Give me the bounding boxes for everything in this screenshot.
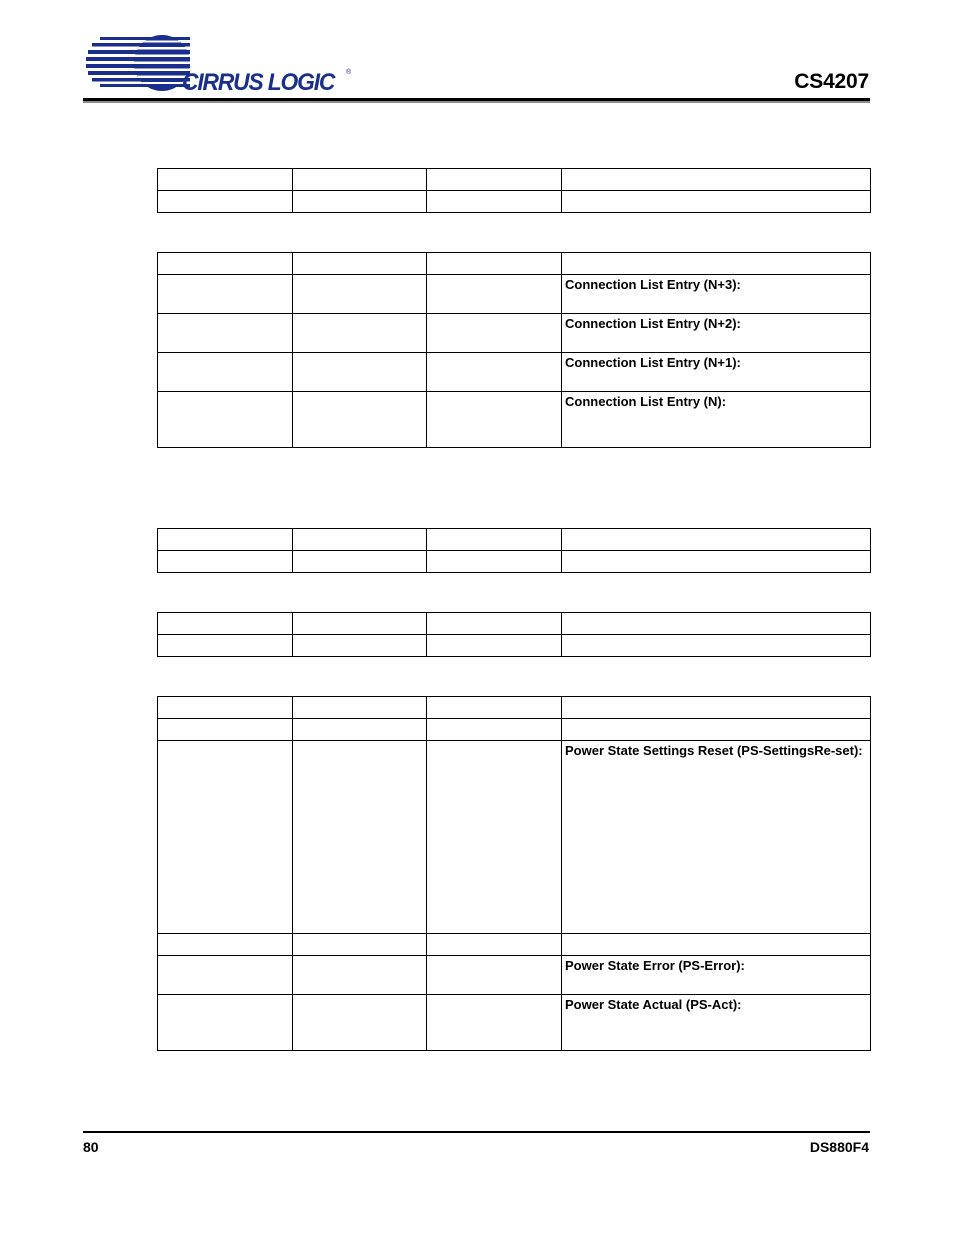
table-cell	[293, 253, 427, 275]
table-cell	[158, 956, 293, 995]
table-cell	[293, 169, 427, 191]
table-cell	[293, 697, 427, 719]
page-number: 80	[83, 1139, 99, 1155]
table-cell	[427, 719, 562, 741]
table-cell	[158, 529, 293, 551]
table-cell	[158, 191, 293, 213]
table-cell	[158, 635, 293, 657]
table-cell	[158, 741, 293, 934]
register-table-4	[157, 612, 871, 657]
table-cell	[293, 392, 427, 448]
header-rule-shadow	[83, 101, 870, 103]
field-description: Power State Settings Reset (PS-SettingsRe-set):	[565, 743, 863, 758]
field-description: Connection List Entry (N+3):	[565, 277, 741, 292]
table-row	[158, 529, 871, 551]
table-cell	[158, 697, 293, 719]
table-cell	[158, 392, 293, 448]
table-row	[158, 697, 871, 719]
document-title: CS4207	[794, 70, 869, 93]
table-cell	[427, 995, 562, 1051]
table-row	[158, 635, 871, 657]
table-row	[158, 191, 871, 213]
table-cell	[158, 934, 293, 956]
table-cell	[427, 392, 562, 448]
table-cell	[427, 741, 562, 934]
table-cell	[293, 934, 427, 956]
table-row	[158, 353, 871, 392]
table-cell	[158, 353, 293, 392]
table-cell	[562, 635, 871, 657]
table-cell	[427, 253, 562, 275]
table-row	[158, 551, 871, 573]
table-cell	[562, 934, 871, 956]
logo-globe-icon	[84, 33, 194, 93]
table-cell	[158, 613, 293, 635]
table-cell	[562, 551, 871, 573]
table-cell	[293, 191, 427, 213]
table-cell	[427, 169, 562, 191]
table-cell	[158, 169, 293, 191]
registered-mark: ®	[346, 69, 352, 76]
table-cell	[427, 529, 562, 551]
table-cell	[158, 275, 293, 314]
table-row	[158, 275, 871, 314]
field-description: Connection List Entry (N+1):	[565, 355, 741, 370]
table-row	[158, 613, 871, 635]
register-table-1	[157, 168, 871, 213]
table-cell	[158, 314, 293, 353]
table-row	[158, 719, 871, 741]
table-cell	[427, 314, 562, 353]
field-description: Power State Error (PS-Error):	[565, 958, 745, 973]
document-id: DS880F4	[809, 1139, 869, 1155]
table-cell	[562, 191, 871, 213]
table-cell	[293, 314, 427, 353]
table-cell	[427, 613, 562, 635]
field-description: Power State Actual (PS-Act):	[565, 997, 742, 1012]
table-row	[158, 392, 871, 448]
table-cell	[427, 635, 562, 657]
register-table-2	[157, 252, 871, 448]
table-cell	[293, 635, 427, 657]
footer-rule	[83, 1131, 870, 1133]
table-cell	[562, 253, 871, 275]
table-cell	[562, 697, 871, 719]
table-cell	[158, 551, 293, 573]
table-cell	[293, 551, 427, 573]
table-cell	[293, 529, 427, 551]
table-row	[158, 956, 871, 995]
brand-name: CIRRUS LOGIC	[182, 69, 335, 96]
table-row	[158, 995, 871, 1051]
cirrus-logic-logo	[84, 33, 356, 95]
table-cell	[293, 613, 427, 635]
table-cell	[293, 275, 427, 314]
table-cell	[427, 551, 562, 573]
table-cell	[158, 253, 293, 275]
table-cell	[427, 275, 562, 314]
table-cell	[293, 353, 427, 392]
table-cell	[427, 353, 562, 392]
table-cell	[562, 613, 871, 635]
table-cell	[427, 191, 562, 213]
table-cell	[293, 995, 427, 1051]
table-cell	[427, 956, 562, 995]
table-cell	[562, 529, 871, 551]
field-description: Connection List Entry (N):	[565, 394, 727, 409]
table-cell	[293, 741, 427, 934]
table-row	[158, 169, 871, 191]
table-cell	[158, 719, 293, 741]
table-cell	[427, 697, 562, 719]
table-cell	[427, 934, 562, 956]
register-table-3	[157, 528, 871, 573]
table-row	[158, 314, 871, 353]
table-cell	[562, 169, 871, 191]
table-cell	[562, 719, 871, 741]
table-row	[158, 741, 871, 934]
table-cell	[158, 995, 293, 1051]
table-cell	[293, 956, 427, 995]
table-cell	[293, 719, 427, 741]
table-row	[158, 253, 871, 275]
table-row	[158, 934, 871, 956]
register-table-5	[157, 696, 871, 1051]
field-description: Connection List Entry (N+2):	[565, 316, 741, 331]
